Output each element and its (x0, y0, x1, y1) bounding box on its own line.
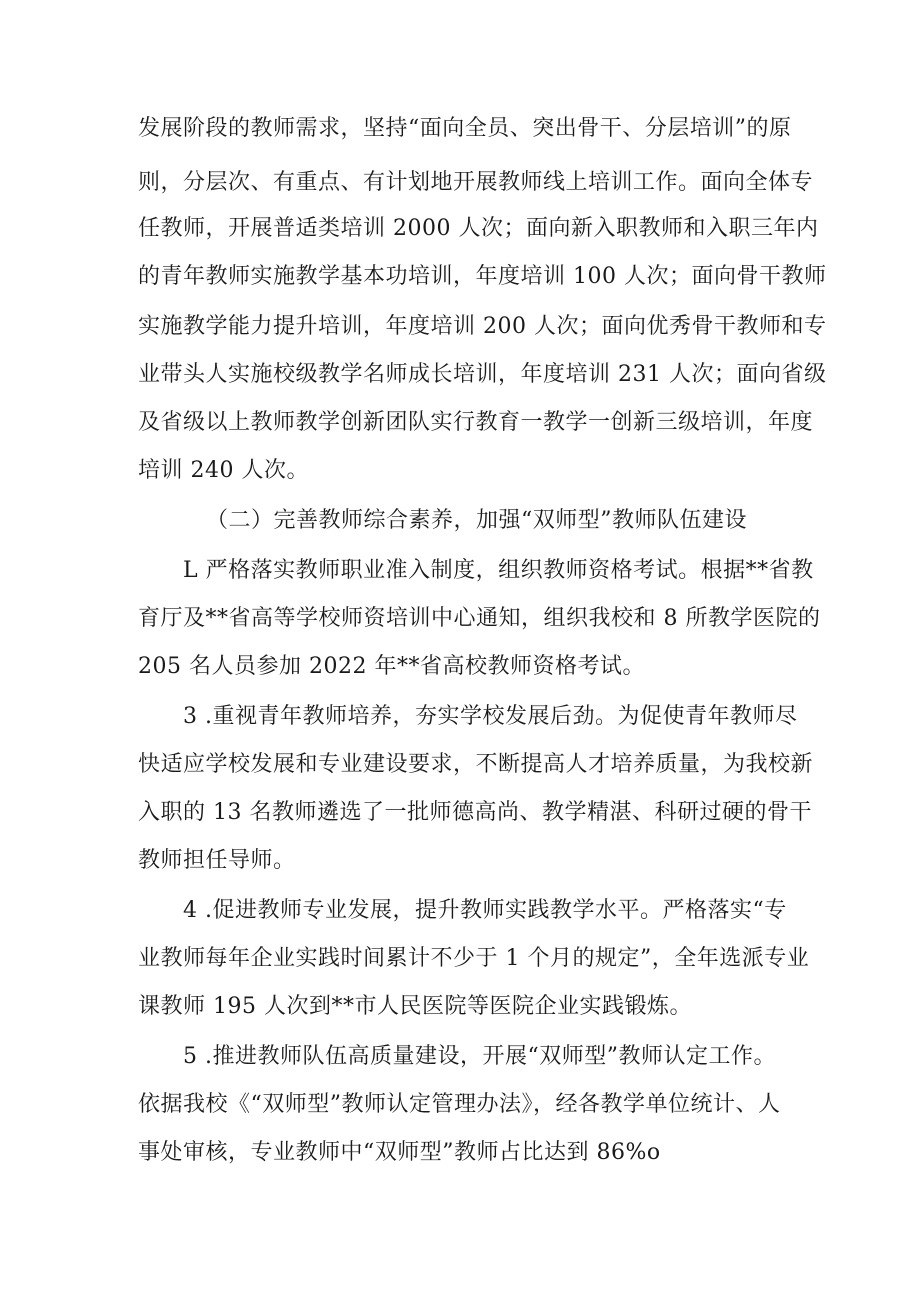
paragraph-line: 育厅及**省高等学校师资培训中心通知，组织我校和 8 所教学医院的 (138, 606, 821, 631)
paragraph-line: 实施教学能力提升培训，年度培训 200 人次；面向优秀骨干教师和专 (138, 314, 827, 339)
paragraph-line: 则，分层次、有重点、有计划地开展教师线上培训工作。面向全体专 (138, 170, 814, 195)
paragraph-line: 3 .重视青年教师培养，夯实学校发展后劲。为促使青年教师尽 (183, 704, 798, 729)
paragraph-line: 205 名人员参加 2022 年**省高校教师资格考试。 (138, 654, 645, 679)
paragraph-line: 教师担任导师。 (138, 848, 296, 873)
paragraph-line: 及省级以上教师教学创新团队实行教育一教学一创新三级培训，年度 (138, 410, 814, 435)
paragraph-line: 快适应学校发展和专业建设要求，不断提高人才培养质量，为我校新 (138, 752, 814, 777)
paragraph-line: 的青年教师实施教学基本功培训，年度培训 100 人次；面向骨干教师 (138, 264, 827, 289)
paragraph-line: 入职的 13 名教师遴选了一批师德高尚、教学精湛、科研过硬的骨干 (138, 800, 812, 825)
paragraph-line: 业教师每年企业实践时间累计不少于 1 个月的规定”，全年选派专业 (138, 946, 810, 971)
paragraph-line: 事处审核，专业教师中“双师型”教师占比达到 86%o (138, 1140, 661, 1165)
paragraph-line: 发展阶段的教师需求，坚持“面向全员、突出骨干、分层培训”的原 (138, 116, 792, 141)
section-heading: （二）完善教师综合素养，加强“双师型”教师队伍建设 (206, 508, 747, 533)
paragraph-line: 依据我校《“双师型”教师认定管理办法》，经各教学单位统计、人 (138, 1092, 781, 1117)
paragraph-line: 培训 240 人次。 (138, 458, 309, 483)
paragraph-line: 业带头人实施校级教学名师成长培训，年度培训 231 人次；面向省级 (138, 362, 827, 387)
paragraph-line: 5 .推进教师队伍高质量建设，开展“双师型”教师认定工作。 (183, 1044, 776, 1069)
paragraph-line: 任教师，开展普适类培训 2000 人次；面向新入职教师和入职三年内 (138, 216, 819, 241)
paragraph-line: 课教师 195 人次到**市人民医院等医院企业实践锻炼。 (138, 994, 692, 1019)
paragraph-line: 4 .促进教师专业发展，提升教师实践教学水平。严格落实“专 (183, 898, 787, 923)
paragraph-line: L 严格落实教师职业准入制度，组织教师资格考试。根据**省教 (183, 558, 814, 583)
